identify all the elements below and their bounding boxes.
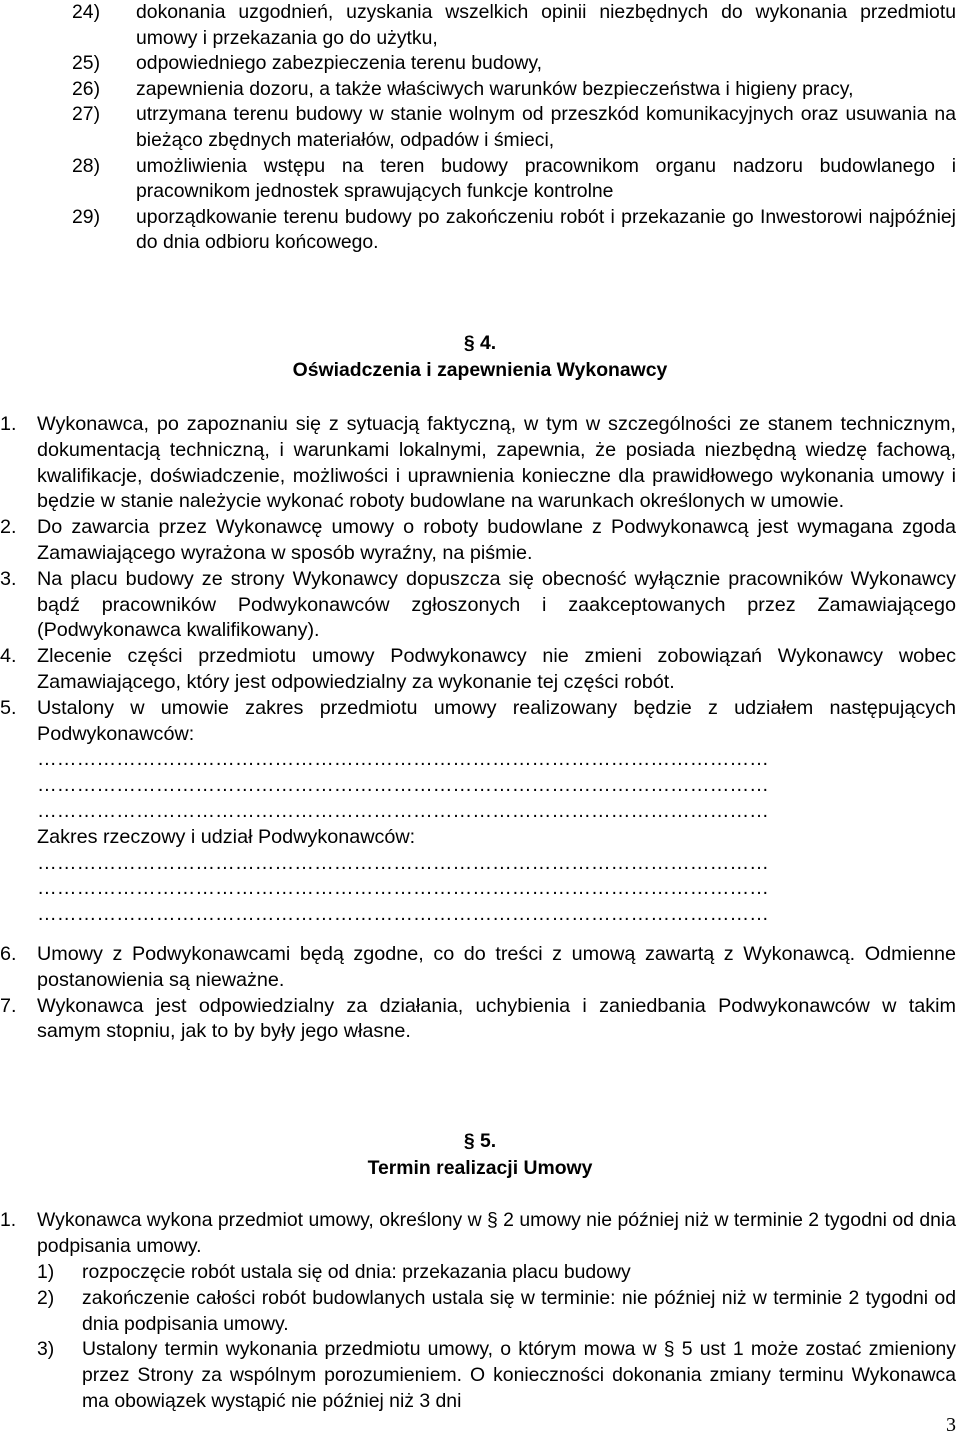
- item-text: Zlecenie części przedmiotu umowy Podwykonawcy nie zmieni zobowiązań Wykonawcy wobec Zamawiającego, który jest odpowiedzialny za wykonanie tej części robót.: [37, 645, 956, 693]
- item-text: umożliwienia wstępu na teren budowy pracownikom organu nadzoru budowlanego i pracownikom jednostek sprawujących funkcje kontrolne: [136, 154, 956, 203]
- fill-in-line: …………………………………………………………………………………………………: [37, 903, 769, 926]
- item-number: 26): [72, 77, 101, 100]
- item-number: 6.: [0, 942, 17, 965]
- item-text: Wykonawca jest odpowiedzialny za działania, uchybienia i zaniedbania Podwykonawców w takim samym stopniu, jak to by były jego własne.: [37, 994, 956, 1043]
- item-text: zakończenie całości robót budowlanych ustala się w terminie: nie później niż w terminie 2 tygodni od dnia podpisania umowy.: [82, 1286, 956, 1335]
- item-number: 4.: [0, 645, 17, 668]
- fill-in-line: …………………………………………………………………………………………………: [37, 799, 769, 822]
- fill-in-line: …………………………………………………………………………………………………: [37, 774, 769, 797]
- list-item: [72, 205, 956, 256]
- list-item: [72, 51, 956, 77]
- item-number: 5.: [0, 696, 17, 719]
- section-4-heading: [0, 330, 960, 384]
- item-text: Wykonawca, po zapoznaniu się z sytuacją faktyczną, w tym w szczególności ze stanem technicznym, dokumentacją techniczną, i warunkami lokalnymi, zapewnia, że posiada niezbędną wiedzę fachową, kwalifikacje, doświadczenie, możliwości i uprawnienia konieczne dla prawidłowego wykonania umowy i będzie w stanie należycie wykonać roboty budowlane na warunkach określonych w umowie.: [37, 413, 956, 513]
- fill-in-line: …………………………………………………………………………………………………: [37, 877, 769, 900]
- section-title: Termin realizacji Umowy: [367, 1157, 593, 1179]
- item-text: rozpoczęcie robót ustala się od dnia: przekazania placu budowy: [82, 1261, 631, 1283]
- section-number: § 5.: [463, 1130, 497, 1152]
- item-text: dokonania uzgodnień, uzyskania wszelkich opinii niezbędnych do wykonania przedmiotu umowy i przekazania go do użytku,: [136, 1, 956, 49]
- list-item: [0, 696, 956, 928]
- item-number: 25): [72, 52, 101, 75]
- item-text: odpowiedniego zabezpieczenia terenu budowy,: [136, 52, 543, 75]
- list-item: [72, 102, 956, 153]
- item-number: 27): [72, 103, 101, 126]
- item-text: uporządkowanie terenu budowy po zakończeniu robót i przekazanie go Inwestorowi najpóźniej do dnia odbioru końcowego.: [136, 205, 956, 254]
- list-item: [72, 154, 956, 205]
- section-5-list: [0, 1208, 956, 1260]
- item-text: Ustalony termin wykonania przedmiotu umowy, o którym mowa w § 5 ust 1 może zostać zmieniony przez Strony za wspólnym porozumieniem. O konieczności dokonania zmiany terminu Wykonawca ma obowiązek wystąpić nie później niż 3 dni: [82, 1338, 956, 1412]
- item-text: Do zawarcia przez Wykonawcę umowy o roboty budowlane z Podwykonawcą jest wymagana zgoda Zamawiającego wyrażona w sposób wyraźny, na piśmie.: [37, 516, 956, 564]
- item-text: Umowy z Podwykonawcami będą zgodne, co do treści z umową zawartą z Wykonawcą. Odmienne postanowienia są nieważne.: [37, 942, 956, 991]
- item-number: 3): [37, 1338, 55, 1361]
- item-text: utrzymana terenu budowy w stanie wolnym od przeszkód komunikacyjnych oraz usuwania na bieżąco zbędnych materiałów, odpadów i śmieci,: [136, 103, 956, 151]
- subheading: Zakres rzeczowy i udział Podwykonawców:: [37, 825, 416, 848]
- item-number: 2.: [0, 516, 17, 539]
- list-item: [0, 644, 956, 696]
- item-number: 7.: [0, 994, 17, 1017]
- item-text: zapewnienia dozoru, a także właściwych warunków bezpieczeństwa i higieny pracy,: [136, 77, 854, 100]
- sub-list-item: [0, 1260, 956, 1286]
- list-item: [0, 1208, 956, 1260]
- sub-list-item: [0, 1337, 956, 1414]
- item-number: 24): [72, 1, 101, 23]
- section-title: Oświadczenia i zapewnienia Wykonawcy: [292, 359, 668, 381]
- list-item: [0, 994, 956, 1046]
- item-number: 28): [72, 154, 101, 177]
- section-4-list: [0, 412, 956, 1045]
- list-item: [0, 412, 956, 515]
- section-5-sublist: [0, 1260, 956, 1415]
- list-item: [72, 77, 956, 103]
- item-text: Ustalony w umowie zakres przedmiotu umowy realizowany będzie z udziałem następujących Podwykonawców:: [37, 696, 956, 745]
- sub-list-item: [0, 1286, 956, 1338]
- obligations-list: [72, 0, 956, 256]
- item-number: 29): [72, 205, 101, 228]
- page-number: 3: [946, 1414, 956, 1436]
- list-item: [72, 0, 956, 51]
- item-number: 3.: [0, 567, 17, 590]
- section-number: § 4.: [463, 332, 497, 354]
- item-number: 2): [37, 1286, 55, 1309]
- list-item: [0, 567, 956, 644]
- fill-in-line: …………………………………………………………………………………………………: [37, 851, 769, 874]
- item-number: 1.: [0, 1209, 17, 1231]
- list-item: [0, 515, 956, 567]
- section-5-heading: [0, 1128, 960, 1182]
- list-item: [0, 942, 956, 994]
- item-number: 1.: [0, 413, 17, 435]
- item-text: Na placu budowy ze strony Wykonawcy dopuszcza się obecność wyłącznie pracowników Wykonawcy bądź pracowników Podwykonawców zgłoszonych i zaakceptowanych przez Zamawiającego (Podwykonawca kwalifikowany).: [37, 567, 956, 642]
- item-text: Wykonawca wykona przedmiot umowy, określony w § 2 umowy nie później niż w terminie 2 tygodni od dnia podpisania umowy.: [37, 1209, 956, 1257]
- item-number: 1): [37, 1261, 55, 1283]
- fill-in-line: …………………………………………………………………………………………………: [37, 748, 769, 771]
